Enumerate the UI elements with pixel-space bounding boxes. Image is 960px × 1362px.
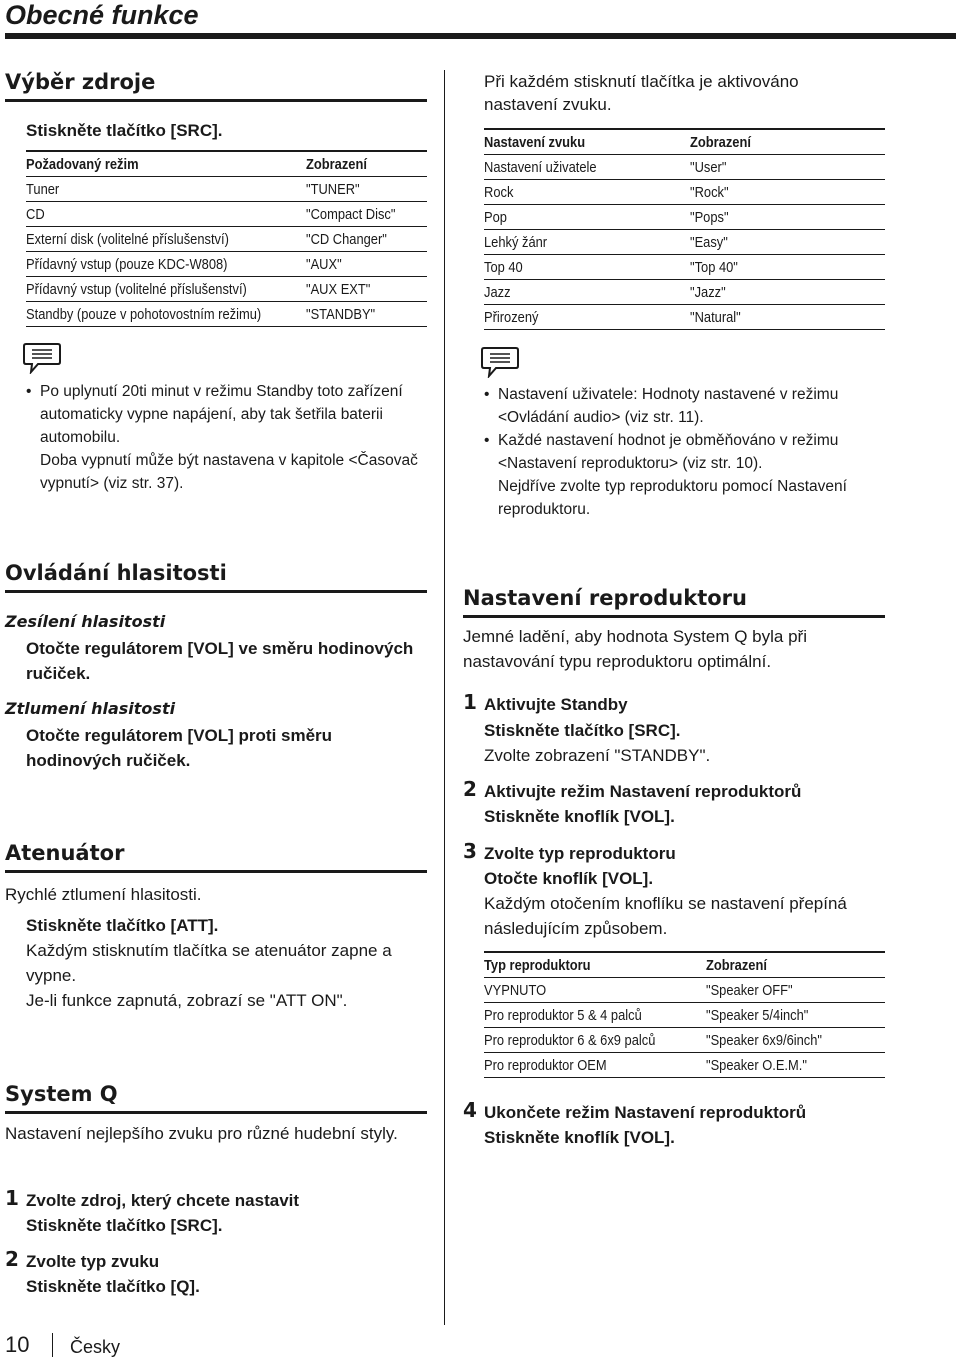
display-cell: "User" bbox=[690, 158, 727, 176]
table-row bbox=[484, 280, 885, 305]
note-icon bbox=[480, 346, 520, 378]
table-row bbox=[26, 202, 427, 227]
table-row bbox=[484, 180, 885, 205]
title-rule bbox=[5, 33, 956, 39]
display-cell: "Pops" bbox=[690, 208, 729, 226]
footer-language: Česky bbox=[70, 1337, 121, 1357]
note-item: • Po uplynutí 20ti minut v režimu Standby toto zařízení automaticky vypne napájení, aby tak šetřila baterii automobilu. bbox=[26, 380, 426, 449]
table-header-row bbox=[484, 129, 885, 155]
table-header-row bbox=[484, 952, 885, 978]
step-instruction: Stiskněte knoflík [VOL]. bbox=[484, 807, 675, 826]
step-text: Každým otočením knoflíku se nastavení přepíná následujícím způsobem. bbox=[484, 894, 847, 938]
speaker-table bbox=[484, 951, 885, 1078]
step-number: 1 bbox=[463, 690, 477, 714]
display-cell: "Easy" bbox=[690, 233, 728, 251]
setting-cell: Jazz bbox=[484, 283, 511, 301]
display-cell: "Natural" bbox=[690, 308, 741, 326]
table-row bbox=[26, 177, 427, 202]
speaker-type-cell: Pro reproduktor 5 & 4 palců bbox=[484, 1006, 642, 1024]
display-cell: "TUNER" bbox=[306, 180, 360, 198]
note-icon bbox=[22, 342, 62, 374]
table-row bbox=[484, 978, 885, 1003]
sound-notes bbox=[484, 383, 884, 521]
source-section-title: Výběr zdroje bbox=[5, 70, 156, 94]
speaker-type-cell: VYPNUTO bbox=[484, 981, 547, 999]
table-row bbox=[26, 227, 427, 252]
mode-cell: Přídavný vstup (volitelné příslušenství) bbox=[26, 280, 247, 298]
step-instruction: Stiskněte knoflík [VOL]. bbox=[484, 1128, 675, 1147]
note-item: • Nastavení uživatele: Hodnoty nastavené v režimu <Ovládání audio> (viz str. 11). bbox=[484, 383, 884, 429]
step-instruction: Stiskněte tlačítko [Q]. bbox=[26, 1277, 200, 1296]
section-rule bbox=[5, 1111, 427, 1114]
column-divider bbox=[444, 70, 445, 1325]
column-header: Požadovaný režim bbox=[26, 155, 139, 173]
column-header: Typ reproduktoru bbox=[484, 956, 591, 974]
display-cell: "Speaker OFF" bbox=[706, 981, 793, 999]
display-cell: "AUX" bbox=[306, 255, 342, 273]
table-row bbox=[484, 230, 885, 255]
systemq-section-title: System Q bbox=[5, 1082, 118, 1106]
display-cell: "Compact Disc" bbox=[306, 205, 396, 223]
setting-cell: Rock bbox=[484, 183, 514, 201]
speaker-type-cell: Pro reproduktor 6 & 6x9 palců bbox=[484, 1031, 656, 1049]
section-rule bbox=[5, 590, 427, 593]
table-row bbox=[484, 205, 885, 230]
attenuator-section-title: Atenuátor bbox=[5, 841, 125, 865]
step-text: Zvolte zobrazení "STANDBY". bbox=[484, 746, 711, 765]
systemq-intro: Nastavení nejlepšího zvuku pro různé hudební styly. bbox=[5, 1124, 398, 1143]
section-rule bbox=[463, 615, 885, 618]
attenuator-intro: Rychlé ztlumení hlasitosti. bbox=[5, 885, 202, 904]
volume-down-title: Ztlumení hlasitosti bbox=[5, 699, 176, 718]
step-instruction: Stiskněte tlačítko [SRC]. bbox=[26, 1216, 223, 1235]
mode-cell: CD bbox=[26, 205, 45, 223]
step-title: Zvolte zdroj, který chcete nastavit bbox=[26, 1191, 300, 1210]
table-row bbox=[26, 302, 427, 327]
speaker-intro: Jemné ladění, aby hodnota System Q byla při nastavování typu reproduktoru optimální. bbox=[463, 627, 807, 671]
display-cell: "Speaker O.E.M." bbox=[706, 1056, 807, 1074]
source-instruction: Stiskněte tlačítko [SRC]. bbox=[26, 121, 223, 140]
setting-cell: Top 40 bbox=[484, 258, 523, 276]
volume-section-title: Ovládání hlasitosti bbox=[5, 561, 227, 585]
table-row bbox=[484, 1003, 885, 1028]
note-item: Doba vypnutí může být nastavena v kapitole <Časovač vypnutí> (viz str. 37). bbox=[40, 452, 418, 492]
mode-cell: Tuner bbox=[26, 180, 60, 198]
footer-separator bbox=[52, 1333, 53, 1357]
display-cell: "STANDBY" bbox=[306, 305, 376, 323]
step-title: Zvolte typ reproduktoru bbox=[484, 844, 676, 863]
step-title: Aktivujte režim Nastavení reproduktorů bbox=[484, 782, 802, 801]
note-item: Nejdříve zvolte typ reproduktoru pomocí Nastavení reproduktoru. bbox=[498, 478, 847, 518]
mode-cell: Externí disk (volitelné příslušenství) bbox=[26, 230, 229, 248]
step-instruction: Otočte knoflík [VOL]. bbox=[484, 869, 654, 888]
display-cell: "Top 40" bbox=[690, 258, 738, 276]
note-item: • Každé nastavení hodnot je obměňováno v režimu <Nastavení reproduktoru> (viz str. 10). bbox=[484, 429, 884, 475]
table-row bbox=[484, 1028, 885, 1053]
step-title: Aktivujte Standby bbox=[484, 695, 628, 714]
table-row bbox=[484, 155, 885, 180]
column-header: Zobrazení bbox=[706, 956, 767, 974]
step-number: 4 bbox=[463, 1098, 477, 1122]
volume-down-text: Otočte regulátorem [VOL] proti směru hodinových ručiček. bbox=[26, 726, 333, 770]
display-cell: "Speaker 6x9/6inch" bbox=[706, 1031, 823, 1049]
table-row bbox=[26, 252, 427, 277]
step-number: 1 bbox=[5, 1186, 19, 1210]
table-row bbox=[484, 255, 885, 280]
setting-cell: Přirozený bbox=[484, 308, 539, 326]
table-row bbox=[484, 305, 885, 330]
section-rule bbox=[5, 870, 427, 873]
step-number: 3 bbox=[463, 839, 477, 863]
column-header: Nastavení zvuku bbox=[484, 133, 586, 151]
section-rule bbox=[5, 99, 427, 102]
column-header: Zobrazení bbox=[306, 155, 367, 173]
mode-cell: Přídavný vstup (pouze KDC-W808) bbox=[26, 255, 228, 273]
sound-intro: Při každém stisknutí tlačítka je aktivováno nastavení zvuku. bbox=[484, 72, 799, 114]
display-cell: "Jazz" bbox=[690, 283, 726, 301]
display-cell: "Speaker 5/4inch" bbox=[706, 1006, 809, 1024]
column-header: Zobrazení bbox=[690, 133, 751, 151]
attenuator-text1: Každým stisknutím tlačítka se atenuátor zapne a vypne. bbox=[26, 941, 392, 985]
display-cell: "Rock" bbox=[690, 183, 729, 201]
volume-up-title: Zesílení hlasitosti bbox=[5, 612, 166, 631]
display-cell: "AUX EXT" bbox=[306, 280, 371, 298]
volume-up-text: Otočte regulátorem [VOL] ve směru hodinových ručiček. bbox=[26, 639, 414, 683]
table-row bbox=[26, 277, 427, 302]
setting-cell: Nastavení uživatele bbox=[484, 158, 597, 176]
step-title: Ukončete režim Nastavení reproduktorů bbox=[484, 1103, 807, 1122]
page-number: 10 bbox=[5, 1332, 30, 1357]
attenuator-text2: Je-li funkce zapnutá, zobrazí se "ATT ON". bbox=[26, 991, 348, 1010]
speaker-type-cell: Pro reproduktor OEM bbox=[484, 1056, 607, 1074]
setting-cell: Lehký žánr bbox=[484, 233, 548, 251]
step-title: Zvolte typ zvuku bbox=[26, 1252, 160, 1271]
table-row bbox=[484, 1053, 885, 1078]
step-number: 2 bbox=[463, 777, 477, 801]
sound-table bbox=[484, 128, 885, 330]
step-number: 2 bbox=[5, 1247, 19, 1271]
mode-cell: Standby (pouze v pohotovostním režimu) bbox=[26, 305, 262, 323]
display-cell: "CD Changer" bbox=[306, 230, 387, 248]
source-notes bbox=[26, 380, 426, 495]
page-title: Obecné funkce bbox=[5, 0, 199, 30]
step-instruction: Stiskněte tlačítko [SRC]. bbox=[484, 721, 681, 740]
source-table bbox=[26, 150, 427, 327]
setting-cell: Pop bbox=[484, 208, 507, 226]
attenuator-instruction: Stiskněte tlačítko [ATT]. bbox=[26, 916, 219, 935]
speaker-section-title: Nastavení reproduktoru bbox=[463, 586, 747, 610]
table-header-row bbox=[26, 151, 427, 177]
